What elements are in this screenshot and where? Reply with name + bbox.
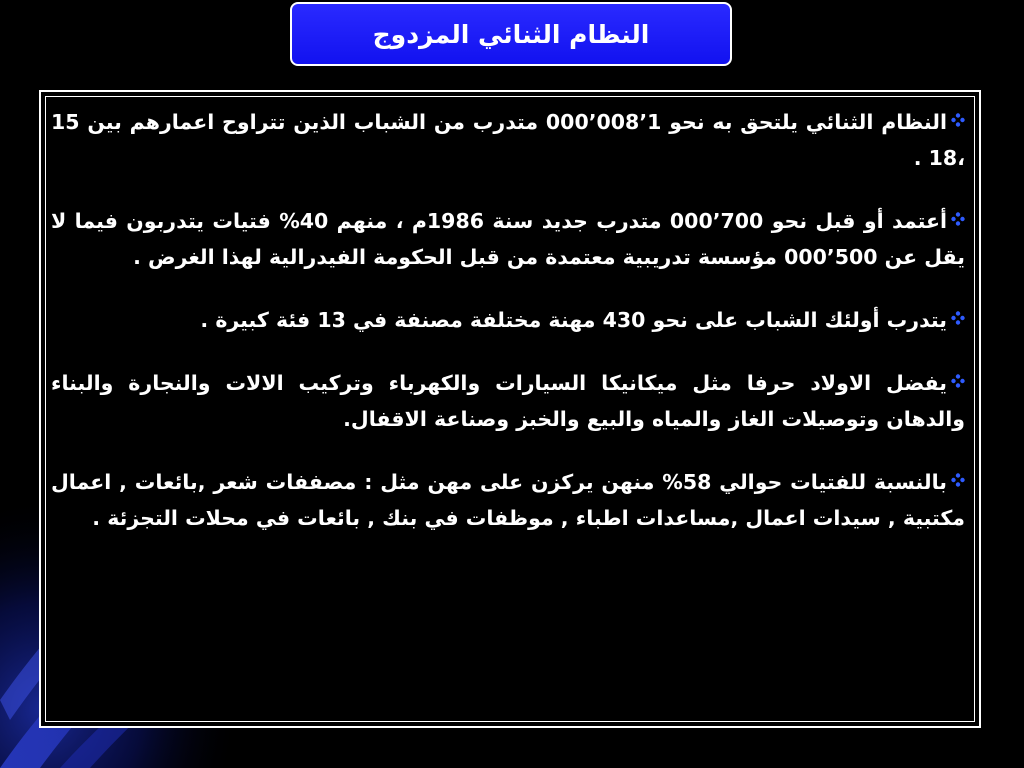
paragraph-text: يفضل الاولاد حرفا مثل ميكانيكا السيارات والكهرباء وتركيب الالات والنجارة والبناء والدهان وتوصيلات الغاز والمياه والبيع والخبز وصناعة الاقفال. xyxy=(51,371,965,431)
content-body xyxy=(51,104,965,563)
paragraph-text: أعتمد أو قبل نحو 700’000 متدرب جديد سنة 1986م ، منهم 40% فتيات يتدربون فيما لا يقل عن 500’000 مؤسسة تدريبية معتمدة من قبل الحكومة الفيدرالية لهذا الغرض . xyxy=(51,209,965,269)
paragraph-1 xyxy=(51,104,965,176)
diamond-bullet-icon xyxy=(951,113,965,127)
paragraph-2 xyxy=(51,203,965,275)
diamond-bullet-icon xyxy=(951,311,965,325)
paragraph-text: النظام الثنائي يلتحق به نحو 1’008’000 متدرب من الشباب الذين تتراوح اعمارهم بين 15 ،18 . xyxy=(51,110,965,170)
diamond-bullet-icon xyxy=(951,473,965,487)
diamond-bullet-icon xyxy=(951,212,965,226)
paragraph-text: بالنسبة للفتيات حوالي 58% منهن يركزن على مهن مثل : مصففات شعر ,بائعات , اعمال مكتبية , سيدات اعمال ,مساعدات اطباء , موظفات في بنك , بائعات في محلات التجزئة . xyxy=(51,470,965,530)
paragraph-5 xyxy=(51,464,965,536)
title-box xyxy=(290,2,732,66)
slide-title: النظام الثنائي المزدوج xyxy=(372,19,650,49)
diamond-bullet-icon xyxy=(951,374,965,388)
content-frame xyxy=(39,90,981,728)
paragraph-4 xyxy=(51,365,965,437)
paragraph-text: يتدرب أولئك الشباب على نحو 430 مهنة مختلفة مصنفة في 13 فئة كبيرة . xyxy=(200,308,947,332)
paragraph-3 xyxy=(51,302,965,338)
